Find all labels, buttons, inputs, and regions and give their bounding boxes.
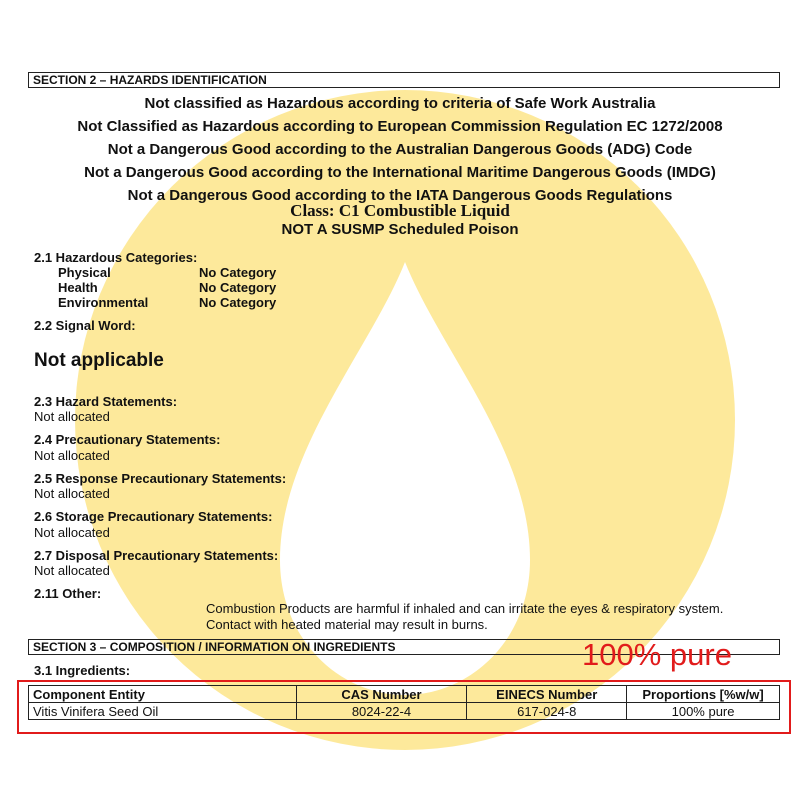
category-label: Physical (58, 265, 111, 280)
table-header-row (29, 686, 780, 703)
table-cell: 100% pure (627, 703, 780, 720)
hazard-categories-heading: 2.1 Hazardous Categories: (34, 250, 198, 265)
class-line: Class: C1 Combustible Liquid (290, 201, 510, 220)
ingredients-heading: 3.1 Ingredients: (34, 663, 131, 678)
statement-heading: 2.3 Hazard Statements: (34, 394, 178, 409)
other-line: Contact with heated material may result in burns. (206, 617, 488, 632)
signal-word-heading: 2.2 Signal Word: (34, 318, 136, 333)
signal-word-value: Not applicable (34, 350, 164, 371)
category-value: No Category (199, 265, 277, 280)
column-header: Component Entity (29, 686, 297, 703)
statement-heading: 2.4 Precautionary Statements: (34, 432, 221, 447)
table-cell: 8024-22-4 (296, 703, 467, 720)
section-3-header: SECTION 3 – COMPOSITION / INFORMATION ON INGREDIENTS (28, 639, 780, 655)
statement-heading: 2.5 Response Precautionary Statements: (34, 471, 287, 486)
banner-line-4: Not a Dangerous Good according to the International Maritime Dangerous Goods (IMDG) (84, 164, 716, 181)
category-value: No Category (199, 280, 277, 295)
section-2-header: SECTION 2 – HAZARDS IDENTIFICATION (28, 72, 780, 88)
statement-heading: 2.6 Storage Precautionary Statements: (34, 509, 273, 524)
table-row (29, 703, 780, 720)
other-line: Combustion Products are harmful if inhaled and can irritate the eyes & respiratory system. (206, 601, 724, 616)
category-label: Environmental (58, 295, 149, 310)
banner-line-2: Not Classified as Hazardous according to European Commission Regulation EC 1272/2008 (77, 118, 723, 135)
statement-value: Not allocated (34, 525, 110, 540)
banner-line-5: Not a Dangerous Good according to the IATA Dangerous Goods Regulations (127, 187, 673, 204)
susmp-line: NOT A SUSMP Scheduled Poison (281, 221, 519, 238)
table-cell: 617-024-8 (467, 703, 627, 720)
statement-value: Not allocated (34, 409, 110, 424)
banner-line-3: Not a Dangerous Good according to the Australian Dangerous Goods (ADG) Code (107, 141, 693, 158)
statement-value: Not allocated (34, 563, 110, 578)
category-value: No Category (199, 295, 277, 310)
statement-heading: 2.7 Disposal Precautionary Statements: (34, 548, 279, 563)
purity-stamp: 100% pure (582, 637, 732, 672)
column-header: EINECS Number (467, 686, 627, 703)
column-header: Proportions [%w/w] (627, 686, 780, 703)
column-header: CAS Number (296, 686, 467, 703)
category-label: Health (58, 280, 98, 295)
banner-line-1: Not classified as Hazardous according to criteria of Safe Work Australia (144, 95, 656, 112)
statement-value: Not allocated (34, 486, 110, 501)
table-cell: Vitis Vinifera Seed Oil (29, 703, 297, 720)
other-heading: 2.11 Other: (34, 586, 102, 601)
ingredients-table (28, 685, 780, 720)
statement-value: Not allocated (34, 448, 110, 463)
